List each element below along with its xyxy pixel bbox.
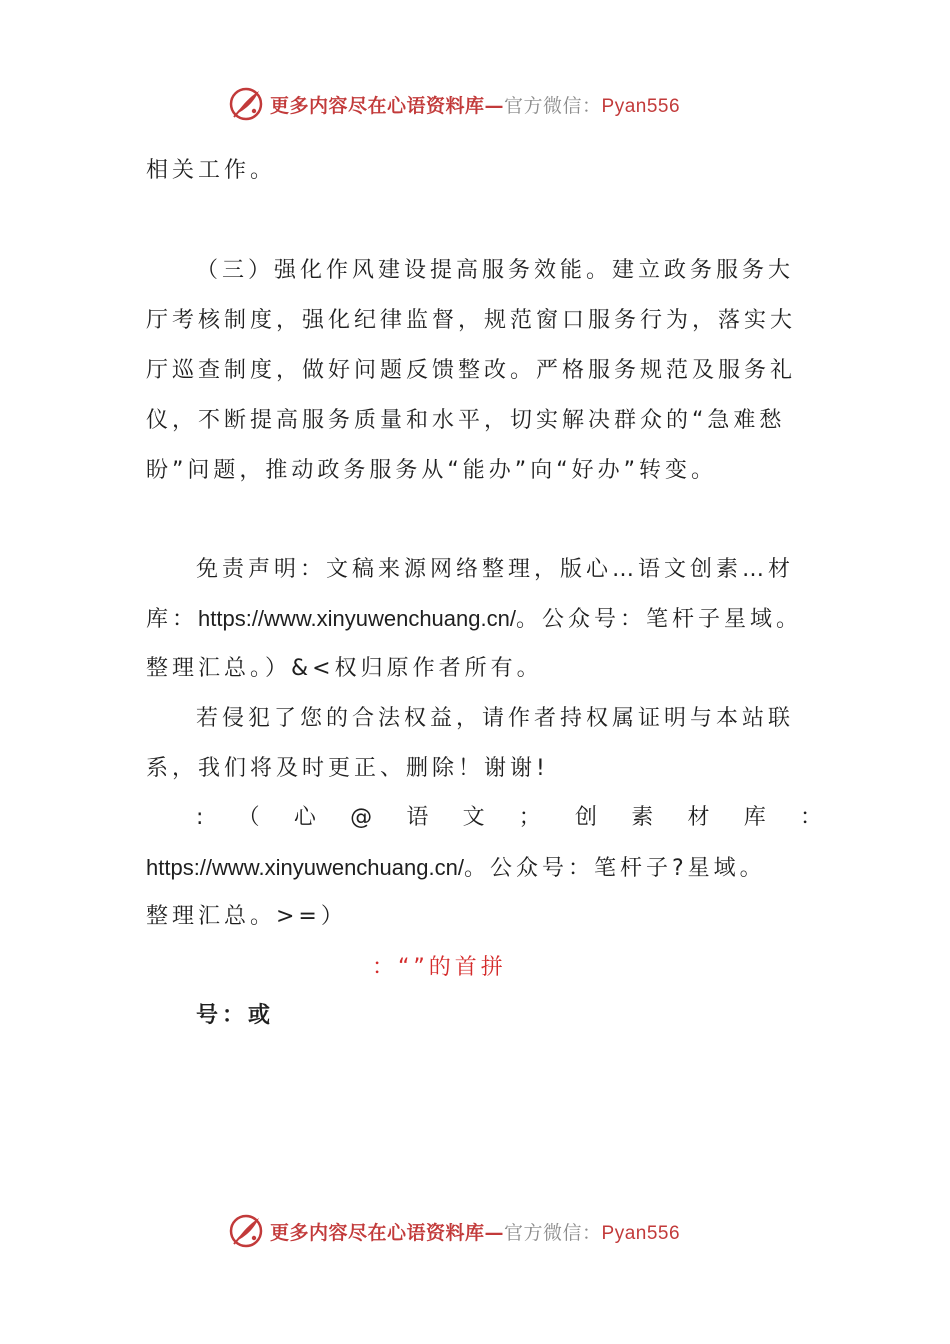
footer-banner-text bbox=[270, 1218, 680, 1245]
text-line: 整理汇总。>=） bbox=[146, 904, 347, 929]
spaced-char: 创 bbox=[575, 805, 598, 830]
text-line: （三）强化作风建设提高服务效能。建立政务服务大 bbox=[196, 258, 795, 283]
footer-banner-main: 更多内容尽在心语资料库— bbox=[270, 1221, 505, 1244]
spaced-char: 语 bbox=[406, 805, 429, 830]
footer-banner bbox=[228, 1211, 748, 1251]
text-line: 盼”问题，推动政务服务从“能办”向“好办”转变。 bbox=[146, 458, 717, 483]
header-banner-id: Pyan556 bbox=[601, 95, 681, 117]
text-segment: 。公众号：笔杆子?星域。 bbox=[463, 856, 766, 881]
header-banner bbox=[228, 84, 748, 124]
quill-logo-icon bbox=[228, 86, 264, 122]
spaced-char: ； bbox=[518, 805, 541, 830]
quill-logo-icon bbox=[228, 1213, 264, 1249]
text-line: 厅考核制度，强化纪律监督，规范窗口服务行为，落实大 bbox=[146, 308, 797, 333]
header-banner-main: 更多内容尽在心语资料库— bbox=[270, 94, 505, 117]
header-banner-wx: 官方微信： bbox=[504, 94, 602, 117]
url-text: https://www.xinyuwenchuang.cn/ bbox=[146, 855, 464, 880]
text-line: 整理汇总。）&<权归原作者所有。 bbox=[146, 656, 543, 681]
url-text: https://www.xinyuwenchuang.cn/ bbox=[198, 606, 516, 631]
bold-text-line: 号：或 bbox=[196, 1003, 275, 1028]
text-line: 厅巡查制度，做好问题反馈整改。严格服务规范及服务礼 bbox=[146, 358, 797, 383]
spaced-char: : bbox=[196, 805, 204, 830]
text-line: 相关工作。 bbox=[146, 158, 277, 183]
footer-banner-wx: 官方微信： bbox=[504, 1221, 602, 1244]
spaced-text-line bbox=[196, 803, 822, 833]
text-segment: 。公众号：笔杆子星域。 bbox=[515, 607, 802, 632]
red-text-line: ：“”的首拼 bbox=[372, 955, 507, 980]
spaced-char: @ bbox=[350, 805, 373, 830]
text-line bbox=[146, 853, 806, 884]
text-line bbox=[146, 604, 806, 635]
text-segment: 库： bbox=[146, 607, 199, 632]
spaced-char: 心 bbox=[293, 805, 316, 830]
text-line: 仪，不断提高服务质量和水平，切实解决群众的“急难愁 bbox=[146, 408, 786, 433]
spaced-char: 素 bbox=[631, 805, 654, 830]
spaced-char: 库 bbox=[743, 805, 766, 830]
spaced-char: 文 bbox=[462, 805, 485, 830]
header-banner-text bbox=[270, 91, 680, 118]
spaced-char: （ bbox=[237, 805, 260, 830]
text-line: 若侵犯了您的合法权益，请作者持权属证明与本站联 bbox=[196, 706, 795, 731]
footer-banner-id: Pyan556 bbox=[601, 1222, 681, 1244]
text-line: 系，我们将及时更正、删除！谢谢! bbox=[146, 756, 549, 781]
text-line: 免责声明：文稿来源网络整理，版心…语文创素…材 bbox=[196, 557, 795, 582]
spaced-char: ： bbox=[799, 805, 822, 830]
spaced-char: 材 bbox=[687, 805, 710, 830]
